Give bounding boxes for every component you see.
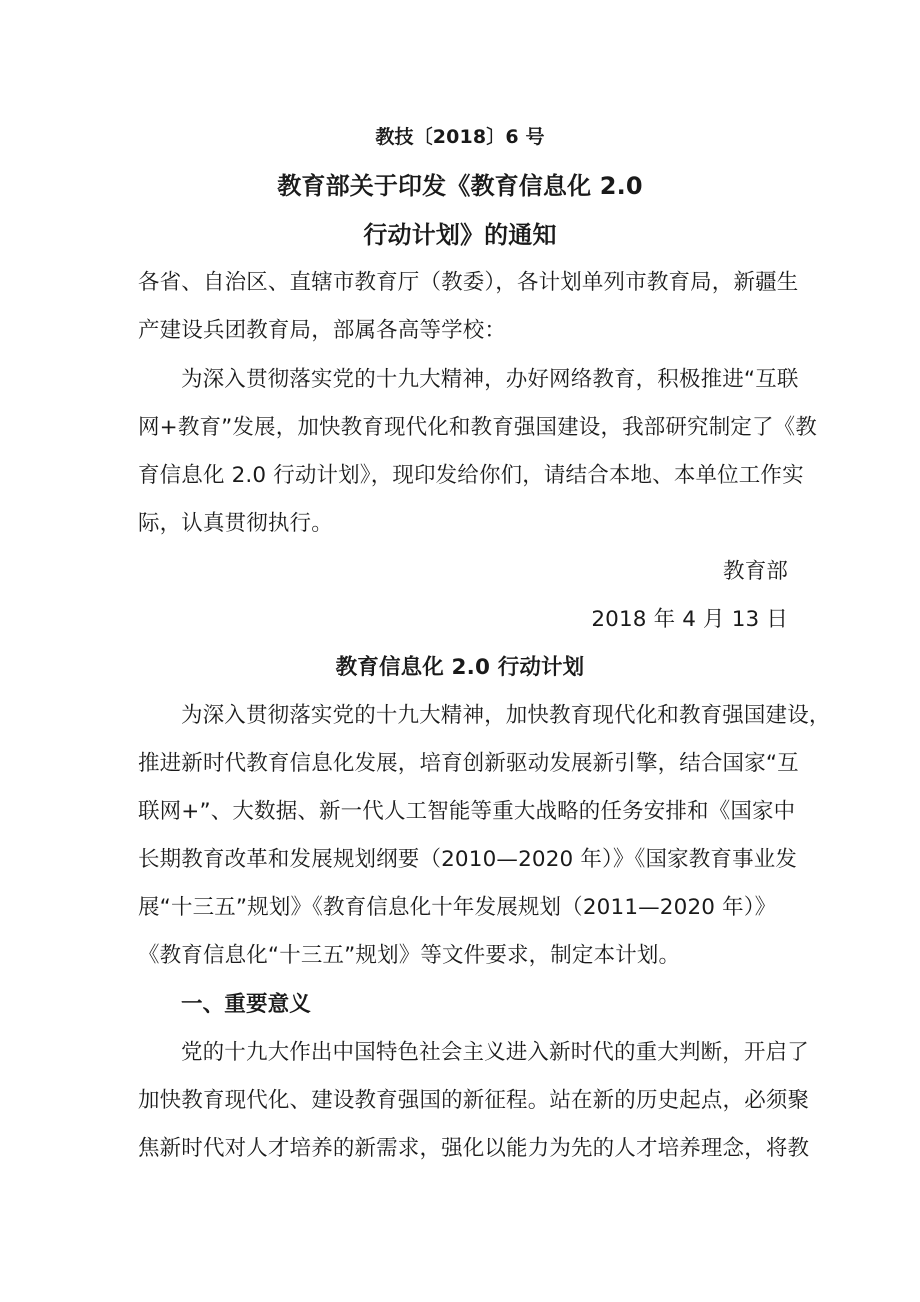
plan-intro-line: 展“十三五”规划》《教育信息化十年发展规划（2011—2020 年）》 [138,895,777,920]
notice-body-line: 育信息化 2.0 行动计划》，现印发给你们，请结合本地、本单位工作实 [138,463,804,488]
document-title-line-1: 教育部关于印发《教育信息化 2.0 [277,172,643,200]
plan-intro-line: 推进新时代教育信息化发展，培育创新驱动发展新引擎，结合国家“互 [138,751,799,776]
plan-title: 教育信息化 2.0 行动计划 [335,655,585,680]
addressee-line: 产建设兵团教育局，部属各高等学校： [138,318,507,343]
section-body-line: 加快教育现代化、建设教育强国的新征程。站在新的历史起点，必须聚 [138,1088,810,1113]
notice-body-line: 网+教育”发展，加快教育现代化和教育强国建设，我部研究制定了《教 [138,415,817,440]
section-body-line: 党的十九大作出中国特色社会主义进入新时代的重大判断，开启了 [181,1040,809,1065]
plan-intro-line: 为深入贯彻落实党的十九大精神，加快教育现代化和教育强国建设， [181,703,831,728]
issuer-signature: 教育部 [723,559,788,584]
section-body-line: 焦新时代对人才培养的新需求，强化以能力为先的人才培养理念，将教 [138,1136,810,1161]
document-number: 教技〔2018〕6 号 [375,126,545,148]
issue-date: 2018 年 4 月 13 日 [591,607,788,632]
section-heading: 一、重要意义 [181,992,311,1017]
plan-intro-line: 长期教育改革和发展规划纲要（2010—2020 年）》《国家教育事业发 [138,847,798,872]
plan-intro-line: 联网+”、大数据、新一代人工智能等重大战略的任务安排和《国家中 [138,799,796,824]
addressee-line: 各省、自治区、直辖市教育厅（教委），各计划单列市教育局，新疆生 [138,270,799,295]
notice-body-line: 为深入贯彻落实党的十九大精神，办好网络教育，积极推进“互联 [181,367,799,392]
plan-intro-line: 《教育信息化“十三五”规划》等文件要求，制定本计划。 [138,943,681,968]
notice-body-line: 际，认真贯彻执行。 [138,511,333,536]
document-title-line-2: 行动计划》的通知 [363,221,557,249]
